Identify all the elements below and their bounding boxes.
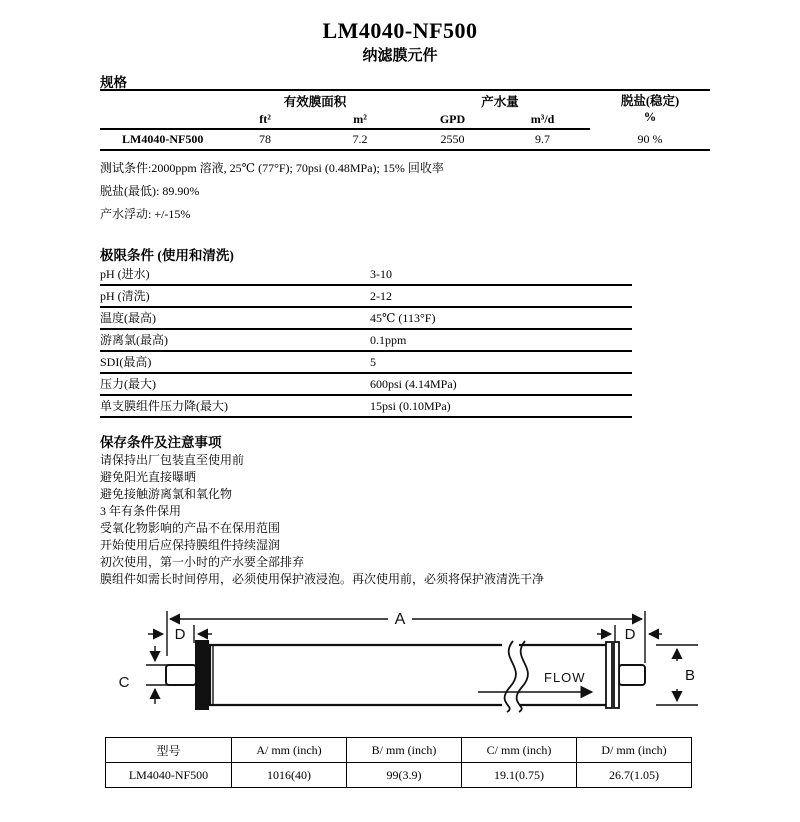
limit-label: SDI(最高) <box>100 355 152 369</box>
dimension-c-label: C <box>118 674 130 691</box>
limit-row-free-chlorine <box>100 330 632 352</box>
dim-value-c: 19.1(0.75) <box>462 763 577 788</box>
permeate-tube-left <box>166 665 196 685</box>
dimension-d-left-label: D <box>174 626 186 643</box>
dimension-d-right-label: D <box>624 626 636 643</box>
storage-note: 避免接触游离氯和氧化物 <box>100 487 233 501</box>
spec-value-m2: 7.2 <box>310 129 410 150</box>
storage-note: 膜组件如需长时间停用，必须使用保护液浸泡。再次使用前，必须将保护液清洗干净 <box>100 572 545 586</box>
storage-note: 请保持出厂包装直至使用前 <box>100 453 245 467</box>
dim-value-b: 99(3.9) <box>347 763 462 788</box>
dimension-a-label: A <box>394 611 406 628</box>
membrane-element-diagram <box>100 608 700 743</box>
storage-section-heading: 保存条件及注意事项 <box>100 435 222 450</box>
limit-value: 45℃ (113°F) <box>370 311 436 325</box>
spec-value-ft2: 78 <box>220 129 310 150</box>
limit-label: pH (清洗) <box>100 289 150 303</box>
storage-note: 3 年有条件保用 <box>100 504 182 518</box>
spec-subheader-m3d: m³/d <box>495 111 590 129</box>
spec-header-membrane-area: 有效膜面积 <box>283 95 347 109</box>
spec-value-m3d: 9.7 <box>495 129 590 150</box>
page-title: LM4040-NF500 <box>322 18 478 43</box>
dim-value-model: LM4040-NF500 <box>106 763 232 788</box>
brine-seal-end-cap <box>195 640 209 710</box>
dim-header-model: 型号 <box>106 738 232 763</box>
dim-header-c: C/ mm (inch) <box>462 738 577 763</box>
limit-row-temperature <box>100 308 632 330</box>
spec-group-header-row <box>100 90 710 111</box>
limit-value: 5 <box>370 355 376 369</box>
anti-telescoping-ring <box>606 642 612 708</box>
spec-header-rejection-line1: 脱盐(稳定) <box>620 94 680 109</box>
limit-value: 600psi (4.14MPa) <box>370 377 457 391</box>
spec-empty-cell <box>100 111 220 129</box>
spec-model-name: LM4040-NF500 <box>100 129 220 150</box>
test-conditions-note: 测试条件:2000ppm 溶液, 25℃ (77°F); 70psi (0.48MPa); 15% 回收率 <box>100 161 444 175</box>
spec-table <box>100 89 710 151</box>
anti-telescoping-ring <box>614 642 619 708</box>
limit-row-pressure <box>100 374 632 396</box>
page-subtitle: 纳滤膜元件 <box>362 48 438 64</box>
element-shell-left <box>210 645 502 705</box>
limit-value: 2-12 <box>370 289 392 303</box>
storage-note: 初次使用，第一小时的产水要全部排弃 <box>100 555 305 569</box>
permeate-tube-right <box>619 665 645 685</box>
limit-row-ph-clean <box>100 286 632 308</box>
flow-variation-note: 产水浮动: +/-15% <box>100 207 191 221</box>
dim-value-d: 26.7(1.05) <box>577 763 692 788</box>
limit-row-ph-feed <box>100 264 632 286</box>
limit-label: 单支膜组件压力降(最大) <box>100 399 228 413</box>
spec-subheader-ft2: ft² <box>220 111 310 129</box>
limits-table <box>100 264 632 418</box>
dim-value-a: 1016(40) <box>232 763 347 788</box>
limit-label: pH (进水) <box>100 267 150 281</box>
limit-value: 15psi (0.10MPa) <box>370 399 451 413</box>
spec-header-rejection-line2: % <box>643 110 657 124</box>
limit-value: 0.1ppm <box>370 333 407 347</box>
storage-note: 避免阳光直接曝晒 <box>100 470 197 484</box>
spec-header-rejection <box>590 90 710 129</box>
dim-header-b: B/ mm (inch) <box>347 738 462 763</box>
dimensions-header-row <box>106 738 692 763</box>
limit-label: 游离氯(最高) <box>100 333 168 347</box>
spec-header-product-flow: 产水量 <box>481 95 519 109</box>
min-rejection-note: 脱盐(最低): 89.90% <box>100 184 200 198</box>
break-symbol <box>505 641 516 712</box>
spec-subheader-gpd: GPD <box>410 111 495 129</box>
dim-header-d: D/ mm (inch) <box>577 738 692 763</box>
spec-value-rejection: 90 % <box>590 129 710 150</box>
storage-note: 开始使用后应保持膜组件持续湿润 <box>100 538 281 552</box>
limit-row-sdi <box>100 352 632 374</box>
spec-data-row <box>100 129 710 150</box>
spec-section-heading: 规格 <box>100 75 127 90</box>
dimension-b-label: B <box>684 667 696 684</box>
spec-subheader-m2: m² <box>310 111 410 129</box>
storage-note: 受氧化物影响的产品不在保用范围 <box>100 521 281 535</box>
flow-label: FLOW <box>544 670 586 685</box>
limit-row-pressure-drop <box>100 396 632 418</box>
spec-empty-cell <box>100 90 220 111</box>
limit-value: 3-10 <box>370 267 392 281</box>
dim-header-a: A/ mm (inch) <box>232 738 347 763</box>
limits-section-heading: 极限条件 (使用和清洗) <box>100 248 234 263</box>
limit-label: 压力(最大) <box>100 377 156 391</box>
limit-label: 温度(最高) <box>100 311 156 325</box>
break-symbol <box>517 641 528 712</box>
dimensions-data-row <box>106 763 692 788</box>
spec-value-gpd: 2550 <box>410 129 495 150</box>
dimensions-table <box>105 737 692 788</box>
